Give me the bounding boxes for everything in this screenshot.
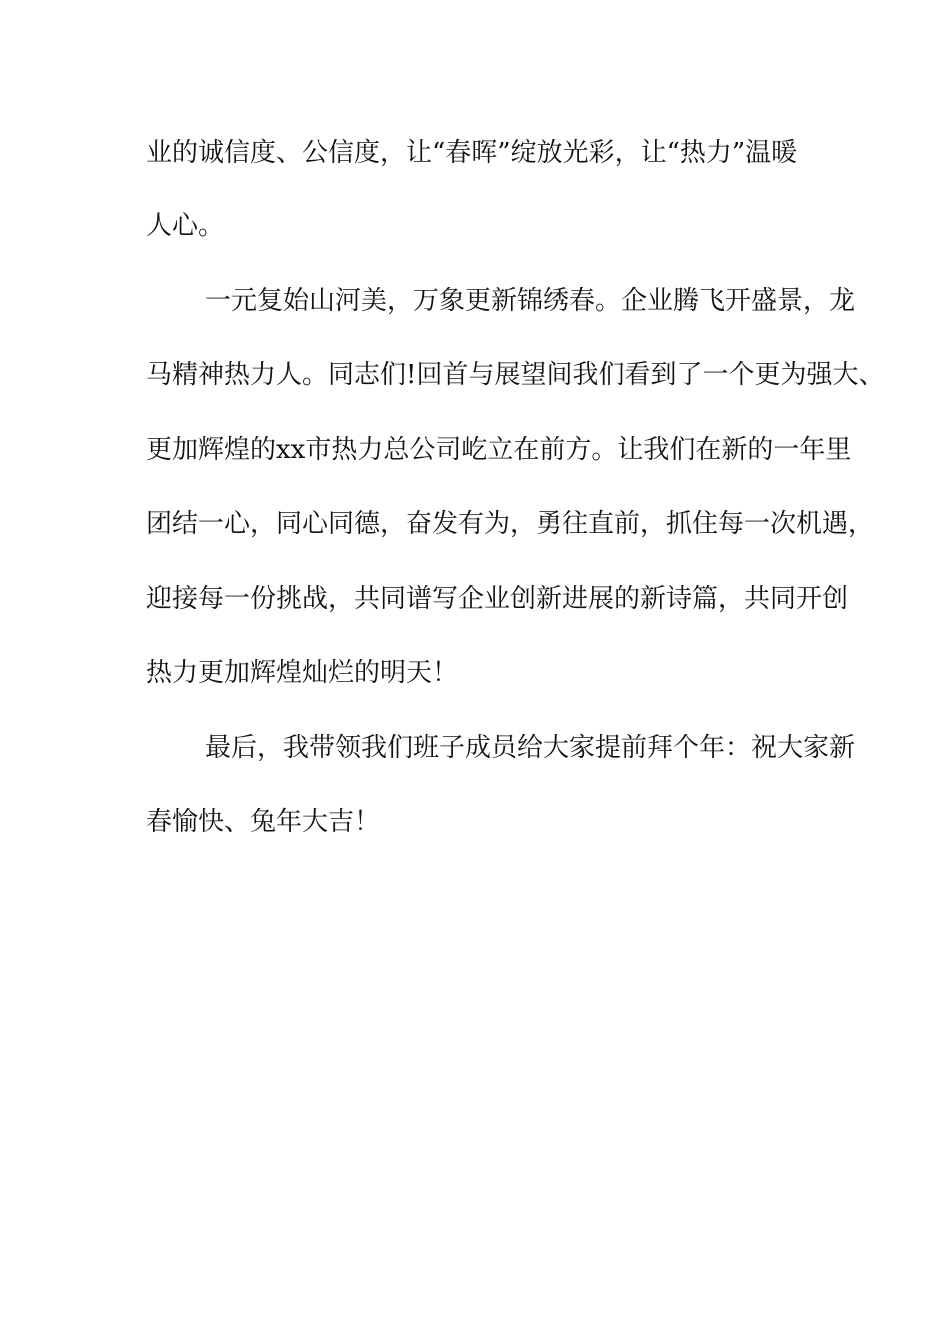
paragraph-line: 马精神热力人。同志们!回首与展望间我们看到了一个更为强大、 xyxy=(146,360,885,390)
paragraph-line: 一元复始山河美，万象更新锦绣春。企业腾飞开盛景，龙 xyxy=(205,286,856,316)
paragraph-line: 人心。 xyxy=(146,211,225,241)
paragraph-line: 最后，我带领我们班子成员给大家提前拜个年：祝大家新 xyxy=(205,733,856,763)
paragraph-line: 团结一心，同心同德，奋发有为，勇往直前，抓住每一次机遇， xyxy=(146,509,875,539)
paragraph-line: 更加辉煌的xx市热力总公司屹立在前方。让我们在新的一年里 xyxy=(146,435,852,465)
paragraph-line: 业的诚信度、公信度，让“春晖”绽放光彩，让“热力”温暖 xyxy=(146,138,798,168)
paragraph-line: 迎接每一份挑战，共同谱写企业创新进展的新诗篇，共同开创 xyxy=(146,584,849,614)
paragraph-line: 热力更加辉煌灿烂的明天！ xyxy=(146,658,459,688)
paragraph-line: 春愉快、兔年大吉！ xyxy=(146,807,381,837)
